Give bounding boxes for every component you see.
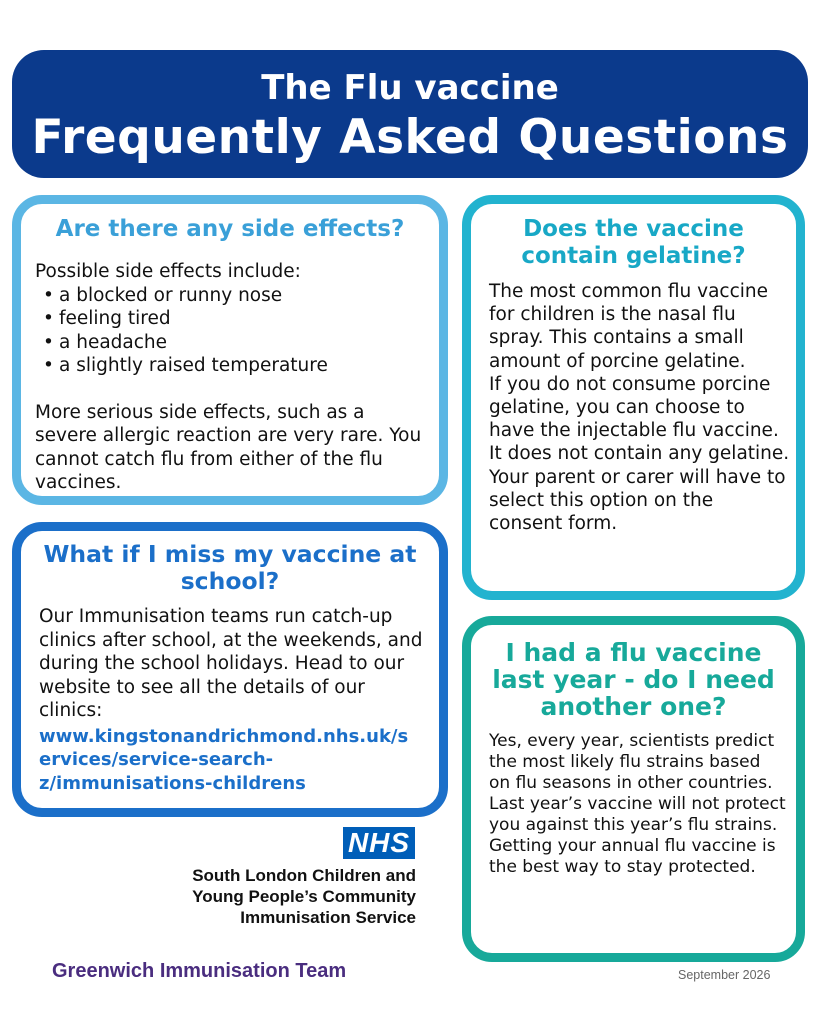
service-name-line: Young People’s Community <box>192 887 416 906</box>
gelatine-paragraph-2: If you do not consume porcine gelatine, you can choose to have the injectable flu vaccine. It does not contain any gelatine. Your parent or carer will have to select this option on the consent form. <box>489 373 790 535</box>
gelatine-question: Does the vaccine contain gelatine? <box>521 216 746 269</box>
side-effects-list <box>35 284 429 378</box>
nhs-logo: NHS <box>343 827 415 859</box>
side-effects-question: Are there any side effects? <box>55 216 405 242</box>
miss-vaccine-question: What if I miss my vaccine at school? <box>43 540 417 595</box>
team-name: Greenwich Immunisation Team <box>52 960 347 982</box>
service-name <box>150 865 416 928</box>
gelatine-paragraph-1: The most common flu vaccine for children is the nasal flu spray. This contains a small amount of porcine gelatine. <box>489 281 768 372</box>
last-year-card <box>462 616 805 962</box>
service-name-line: South London Children and <box>192 866 416 885</box>
side-effects-intro: Possible side effects include: <box>35 261 301 282</box>
list-item: • feeling tired <box>35 307 429 331</box>
gelatine-card <box>462 195 805 600</box>
service-name-line: Immunisation Service <box>240 908 416 927</box>
gelatine-body <box>489 280 790 535</box>
side-effects-paragraph: More serious side effects, such as a severe allergic reaction are very rare. You cannot catch flu from either of the flu vaccines. <box>35 401 422 493</box>
header-title-line2: Frequently Asked Questions <box>31 110 789 165</box>
miss-vaccine-body <box>39 605 429 795</box>
list-item: • a blocked or runny nose <box>35 284 429 308</box>
side-effects-body <box>35 260 429 495</box>
list-item: • a headache <box>35 331 429 355</box>
header-title-line1: The Flu vaccine <box>261 68 559 108</box>
last-year-question: I had a flu vaccine last year - do I need another one? <box>492 638 775 721</box>
page-header <box>12 50 808 178</box>
website-link[interactable]: www.kingstonandrichmond.nhs.uk/s ervices/service-search- z/immunisations-childrens <box>39 725 409 794</box>
miss-vaccine-paragraph: Our Immunisation teams run catch-up clinics after school, at the weekends, and during the school holidays. Head to our website to see all the details of our clinics: <box>39 606 423 721</box>
publication-date: September 2026 <box>678 968 771 982</box>
last-year-paragraph: Yes, every year, scientists predict the most likely flu strains based on flu seasons in other countries. Last year’s vaccine will not protect you against this year’s flu strains. Getting your annual flu vaccine is the best way to stay protected. <box>489 731 786 877</box>
miss-vaccine-card <box>12 522 448 817</box>
list-item: • a slightly raised temperature <box>35 354 429 378</box>
side-effects-card <box>12 195 448 505</box>
